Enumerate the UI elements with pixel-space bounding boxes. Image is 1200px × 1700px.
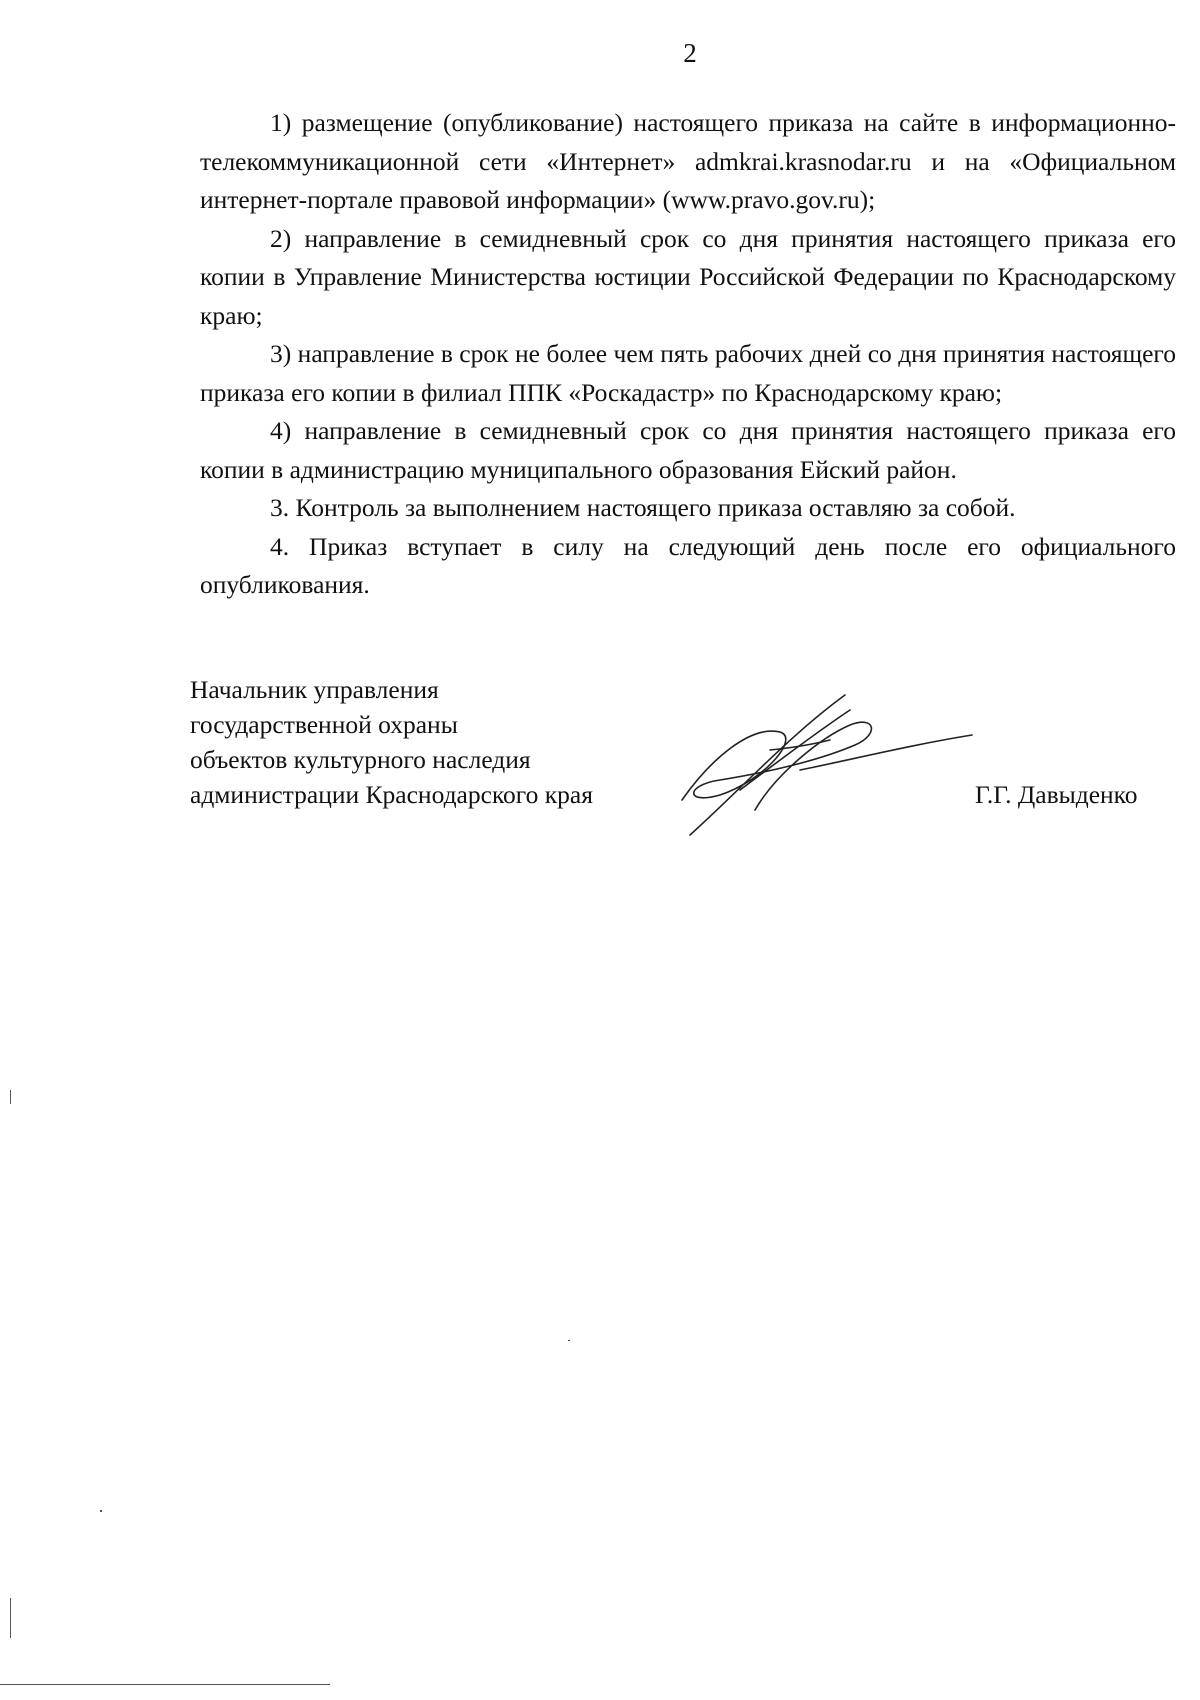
signatory-position-line-1: Начальник управления	[190, 675, 439, 704]
scan-speck	[568, 1340, 570, 1341]
signatory-position-line-4: администрации Краснодарского края	[190, 780, 593, 809]
paragraph-item-1: 1) размещение (опубликование) настоящего приказа на сайте в информационно-телекоммуникационной сети «Интернет» admkrai.krasnodar.ru и на «Официальном интернет-портале правовой информации» (www.pravo.gov.ru);	[200, 108, 1176, 214]
paragraph-clause-3: 3. Контроль за выполнением настоящего приказа оставляю за собой.	[270, 493, 1016, 522]
paragraph-item-3: 3) направление в срок не более чем пять рабочих дней со дня принятия настоящего приказа его копии в филиал ППК «Роскадастр» по Краснодарскому краю;	[200, 339, 1176, 407]
signatory-position-line-2: государственной охраны	[190, 710, 458, 739]
signatory-position-line-3: объектов культурного наследия	[190, 745, 531, 774]
scan-speck	[100, 1510, 102, 1512]
handwritten-signature	[680, 690, 980, 840]
scan-edge-mark	[0, 1684, 330, 1685]
paragraph-item-2: 2) направление в семидневный срок со дня принятия настоящего приказа его копии в Управление Министерства юстиции Российской Федерации по Краснодарскому краю;	[200, 223, 1176, 330]
scan-edge-mark	[10, 1090, 11, 1104]
paragraph-clause-4: 4. Приказ вступает в силу на следующий день после его официального опубликования.	[200, 531, 1176, 599]
signatory-position	[190, 672, 593, 812]
page-number: 2	[683, 38, 697, 68]
signatory-name: Г.Г. Давыденко	[975, 780, 1138, 809]
paragraph-item-4: 4) направление в семидневный срок со дня принятия настоящего приказа его копии в администрацию муниципального образования Ейский район.	[200, 416, 1176, 484]
document-body	[200, 104, 1176, 605]
scan-edge-mark	[10, 1598, 11, 1638]
